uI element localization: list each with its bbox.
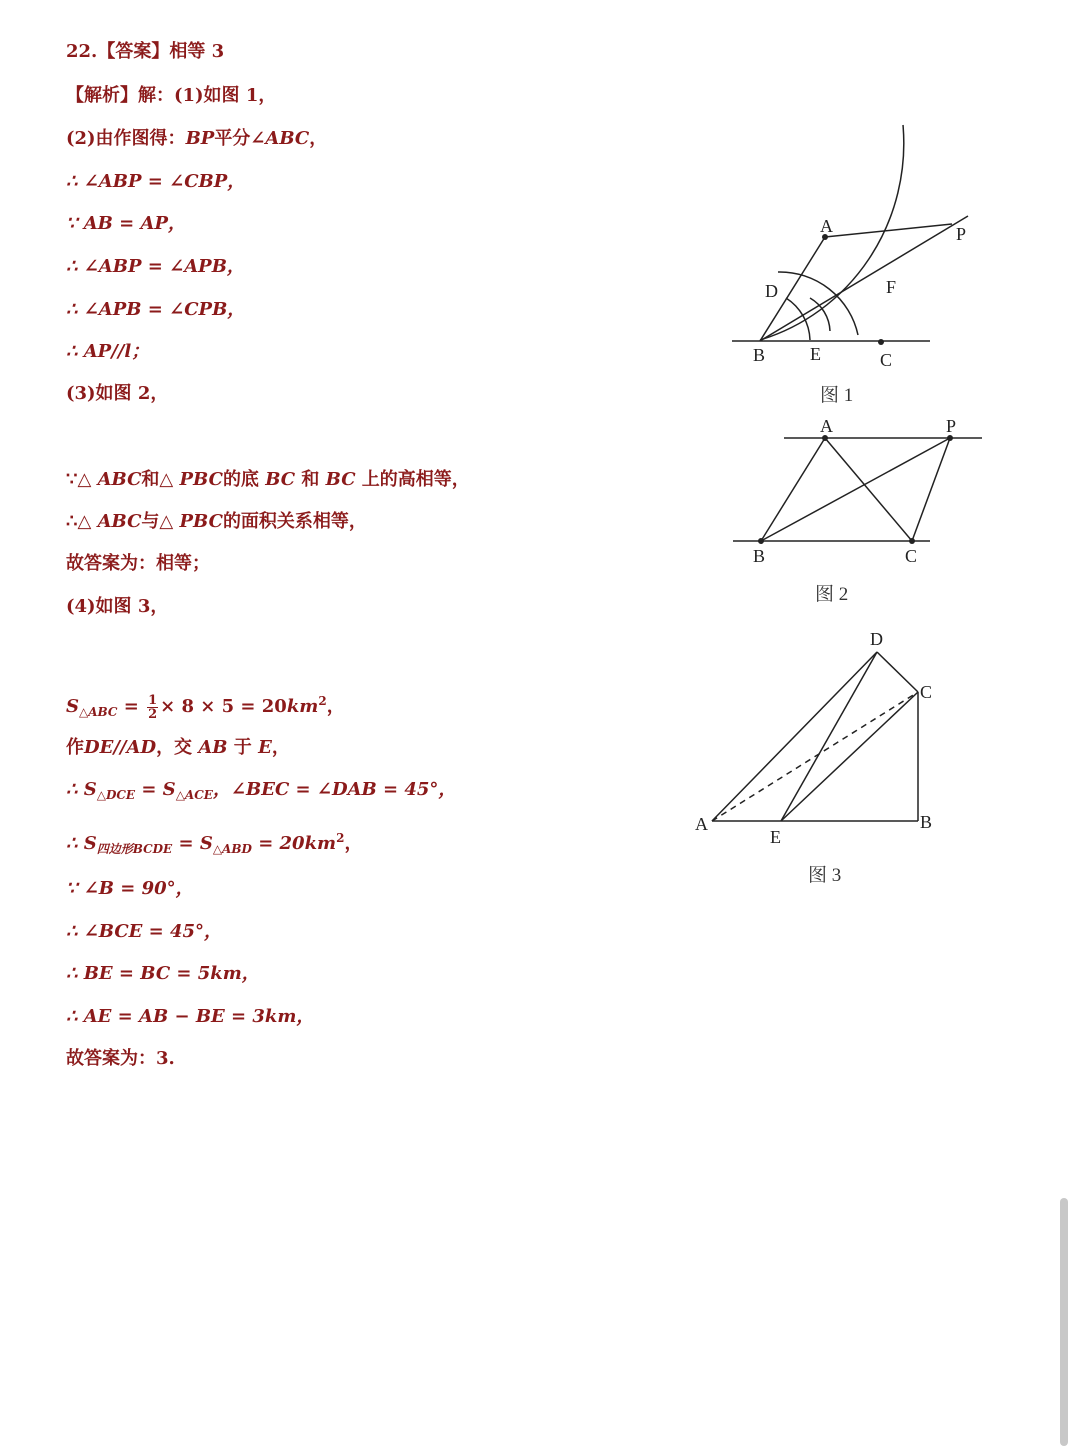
label-A: A xyxy=(820,416,833,436)
step-line: ∴ ∠BCE = 45°， xyxy=(66,921,223,942)
step-line: ∴ ∠APB = ∠CPB， xyxy=(66,299,246,320)
step-line: ∵ ∠B = 90°， xyxy=(66,878,194,899)
step-line: (3)如图 2， xyxy=(66,383,169,404)
step-line: ∴ BE = BC = 5km， xyxy=(66,963,260,984)
label-B: B xyxy=(753,546,766,566)
label-E: E xyxy=(770,827,781,847)
segment-CE xyxy=(781,692,918,821)
step-line: 作DE//AD，交 AB 于 E， xyxy=(66,737,290,758)
step-line: ∴△ ABC与△ PBC的面积关系相等， xyxy=(66,511,367,532)
step-line: ∴ ∠ABP = ∠APB， xyxy=(66,256,245,277)
label-D: D xyxy=(765,281,778,301)
segment-DA xyxy=(712,652,877,821)
analysis-line: 【解析】解：(1)如图 1， xyxy=(66,85,277,106)
step-line: ∴ AE = AB − BE = 3km， xyxy=(66,1006,315,1027)
caption-fig1: 图 1 xyxy=(820,385,854,406)
step-line: ∴ ∠ABP = ∠CBP， xyxy=(66,171,246,192)
caption-fig3: 图 3 xyxy=(808,865,842,886)
vertical-scrollbar[interactable] xyxy=(1060,1198,1068,1446)
step-line: (4)如图 3， xyxy=(66,596,169,617)
label-D: D xyxy=(870,629,883,649)
final-answer-line: 故答案为：3. xyxy=(66,1048,175,1069)
label-E: E xyxy=(810,344,821,364)
step-line: 故答案为：相等； xyxy=(66,553,210,574)
answer-line: 22.【答案】相等 3 xyxy=(66,41,225,62)
label-C: C xyxy=(920,682,933,702)
label-P: P xyxy=(946,416,957,436)
label-F: F xyxy=(886,277,897,297)
segment-CD xyxy=(877,652,918,692)
step-line: (2)由作图得：BP平分∠ABC， xyxy=(66,128,328,149)
segment-AC-dashed xyxy=(712,692,918,821)
label-C: C xyxy=(880,350,893,370)
step-line: ∴ AP//l； xyxy=(66,341,150,362)
step-line: ∵△ ABC和△ PBC的底 BC 和 BC 上的高相等， xyxy=(66,469,470,490)
step-line: ∴ $S_{四边形BCDE} = S_{\triangle ABD} = 20km^2$， xyxy=(66,831,363,856)
step-line: ∵ AB = AP， xyxy=(66,213,187,234)
caption-fig2: 图 2 xyxy=(815,584,849,605)
label-A: A xyxy=(695,814,708,834)
step-line: ∴ $S_{\triangle DCE} = S_{\triangle ACE}$，∠BEC = ∠DAB = 45°， xyxy=(66,779,457,802)
label-P: P xyxy=(956,224,967,244)
label-C: C xyxy=(905,546,918,566)
label-B: B xyxy=(920,812,933,832)
area-formula-line: $S_{\triangle ABC}$ = $\frac{1}{2}$ × $8 \times 5 = 20km^2$， xyxy=(66,692,345,722)
fraction: $\frac{1}{2}$ xyxy=(148,692,158,722)
label-B: B xyxy=(753,345,766,365)
label-A: A xyxy=(820,216,833,236)
